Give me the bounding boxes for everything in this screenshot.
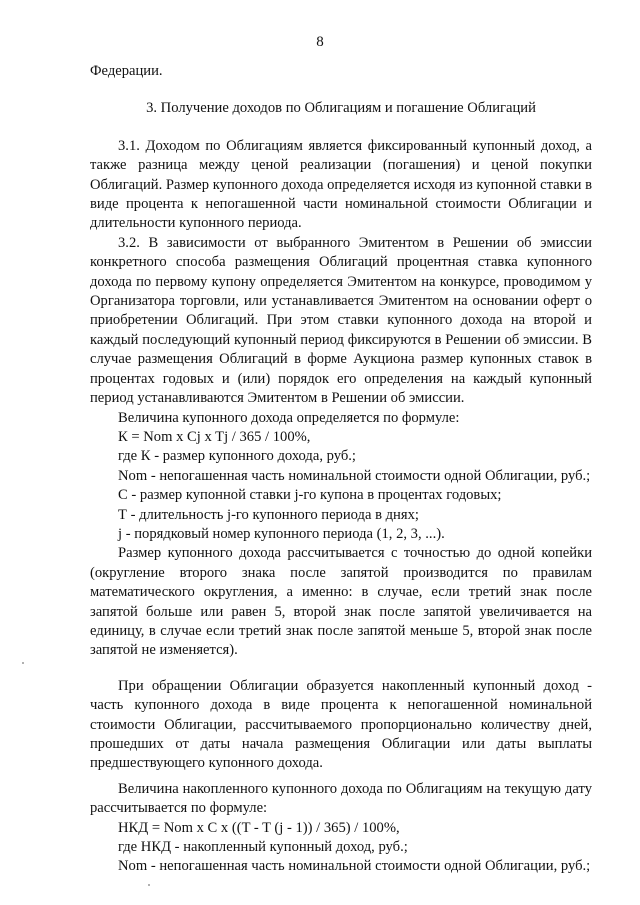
accrued-formula-intro: Величина накопленного купонного дохода по Облигациям на текущую дату рассчитывается по формуле: [90,780,592,817]
definition-t: Т - длительность j-го купонного периода в днях; [118,506,419,523]
continuation-text: Федерации. [90,63,163,79]
definition-k: где К - размер купонного дохода, руб.; [118,448,356,465]
definition-nom: Nom - непогашенная часть номинальной стоимости одной Облигации, руб.; [118,467,591,484]
accrued-income-paragraph: При обращении Облигации образуется накопленный купонный доход - часть купонного дохода в виде процента к непогашенной номинальной стоимости Облигации, рассчитываемого пропорционально количеству дней, прошедших от даты начала размещения Облигации или даты выплаты предшествующего купонного дохода. [90,677,592,772]
paragraph-3-2: 3.2. В зависимости от выбранного Эмитентом в Решении об эмиссии конкретного способа размещения Облигаций процентная ставка купонного дохода по первому купону определяется Эмитентом на конкурсе, проводимом у Организатора торговли, или устанавливается Эмитентом на основании оферт о приобретении Облигаций. При этом ставки купонного дохода на второй и каждый последующий купонный период фиксируются в Решении об эмиссии. В случае размещения Облигаций в форме Аукциона размер купонных ставок в процентах годовых и (или) порядок его определения на каждый купонный период устанавливаются Эмитентом в Решении об эмиссии. [90,234,592,407]
section-heading: 3. Получение доходов по Облигациям и погашение Облигаций [146,100,536,117]
formula-coupon: К = Nom x Cj x Tj / 365 / 100%, [118,428,311,445]
formula-nkd: НКД = Nom x C x ((T - T (j - 1)) / 365) / 100%, [118,819,400,836]
scan-speck [148,884,150,886]
definition-nkd: где НКД - накопленный купонный доход, руб.; [118,839,408,856]
formula-intro: Величина купонного дохода определяется по формуле: [118,409,460,426]
definition-c: С - размер купонной ставки j-го купона в процентах годовых; [118,487,502,504]
rounding-paragraph: Размер купонного дохода рассчитывается с точностью до одной копейки (округление второго знака после запятой производится по правилам математического округления, а именно: в случае, если третий знак после запятой больше или равен 5, второй знак после запятой увеличивается на единицу, в случае если третий знак после запятой меньше 5, второй знак после запятой не изменяется). [90,545,592,659]
page-number: 8 [316,34,324,50]
definition-nom-2: Nom - непогашенная часть номинальной стоимости одной Облигации, руб.; [118,858,591,875]
paragraph-3-1: 3.1. Доходом по Облигациям является фиксированный купонный доход, а также разница между ценой реализации (погашения) и ценой покупки Облигаций. Размер купонного дохода определяется исходя из купонной ставки в виде процента к непогашенной части номинальной стоимости Облигации и длительности купонного периода. [90,137,592,232]
document-body [90,62,592,877]
scan-speck [22,662,24,664]
definition-j: j - порядковый номер купонного периода (1, 2, 3, ...). [118,525,445,542]
